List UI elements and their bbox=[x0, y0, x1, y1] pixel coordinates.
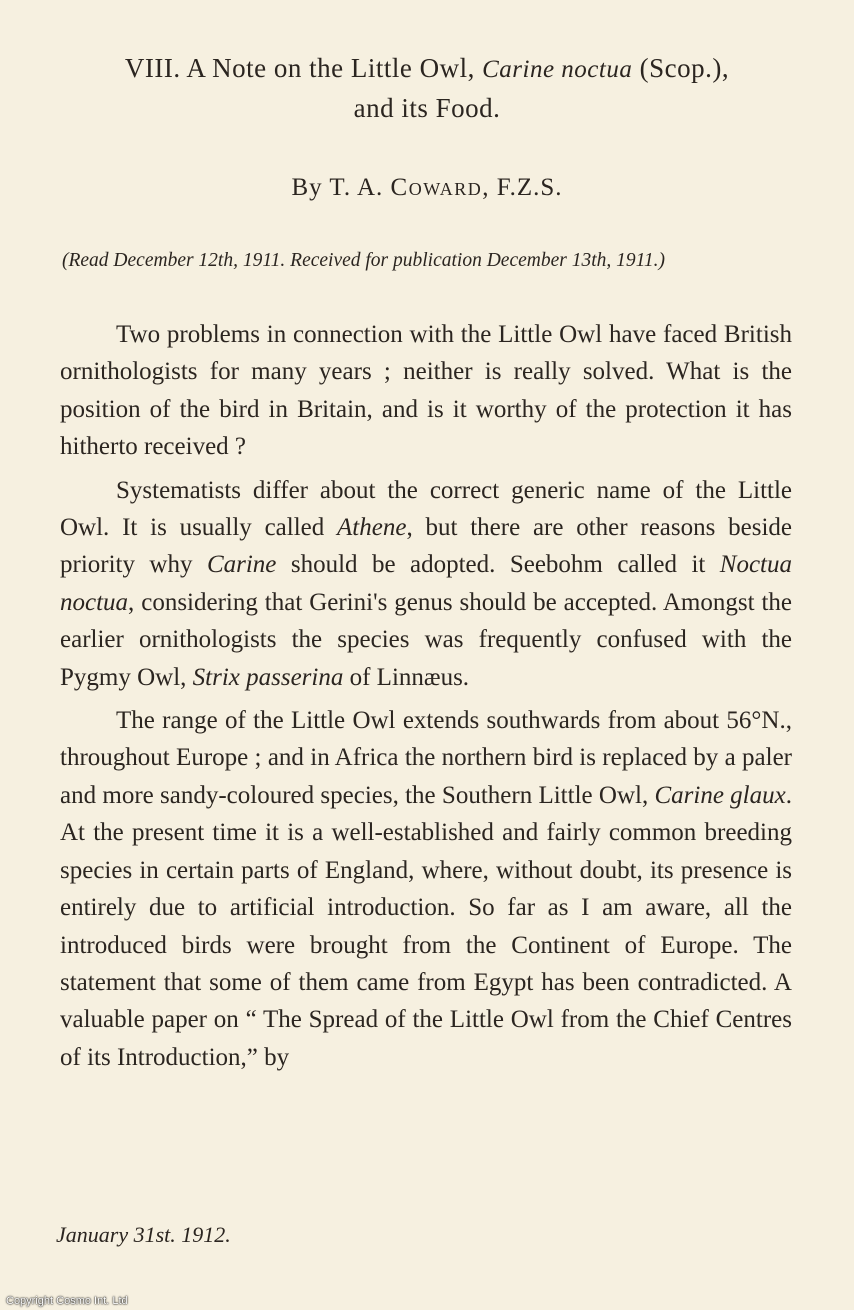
copyright-watermark: Copyright Cosmo Int. Ltd bbox=[6, 1295, 128, 1307]
paragraph-2 bbox=[60, 472, 792, 696]
title-species-name: Carine noctua bbox=[482, 56, 633, 83]
article-title-line2: and its Food. bbox=[353, 93, 501, 123]
title-text-part2: (Scop.), bbox=[632, 53, 730, 83]
author-surname: Coward bbox=[390, 174, 483, 201]
p3-text-2: . At the present time it is a well-established and fairly common breeding species in certain parts of England, where, without doubt, its presence is entirely due to artificial introduction. So far as I am aware, all the introduced birds were brought from the Continent of Europe. The statement that some of them came from Egypt has been contradicted. A valuable paper on “ The Spread of the Little Owl from the Chief Centres of its Introduction,” by bbox=[60, 781, 792, 1071]
paragraph-3 bbox=[60, 702, 792, 1076]
author-byline bbox=[40, 168, 814, 208]
p2-name-noctua: Noctua noctua bbox=[60, 551, 792, 616]
article-title-line1 bbox=[40, 48, 814, 90]
paragraph-1: Two problems in connection with the Little Owl have faced British ornithologists for many years ; neither is really solved. What is the position of the bird in Britain, and is it worthy of the protection it has hitherto received ? bbox=[60, 321, 792, 461]
p3-name-carine-glaux: Carine glaux bbox=[654, 781, 786, 809]
author-suffix: , F.Z.S. bbox=[482, 174, 563, 201]
p2-text-1: Systematists differ about the correct generic name of the Little Owl. It is usually called bbox=[60, 476, 792, 542]
p2-genus-carine: Carine bbox=[206, 551, 277, 579]
read-date-note: (Read December 12th, 1911. Received for publication December 13th, 1911.) bbox=[62, 250, 666, 271]
p3-text-1: The range of the Little Owl extends southwards from about 56°N., throughout Europe ; and in Africa the northern bird is replaced by a paler and more sandy-coloured species, the Southern Little Owl, bbox=[60, 707, 792, 809]
p2-genus-athene: Athene bbox=[337, 514, 407, 542]
p2-name-strix: Strix passerina bbox=[192, 663, 344, 691]
title-text-part1: VIII. A Note on the Little Owl, bbox=[124, 53, 483, 83]
p2-text-3: should be adopted. Seebohm called it bbox=[276, 551, 720, 579]
p2-text-4: , considering that Gerini's genus should be accepted. Amongst the earlier ornithologists the species was frequently confused with the Pygmy Owl, bbox=[60, 588, 792, 691]
p2-text-5: of Linnæus. bbox=[343, 663, 470, 691]
issue-date: January 31st. 1912. bbox=[56, 1222, 231, 1247]
article-body bbox=[60, 316, 792, 1076]
byline-prefix: By T. A. bbox=[291, 174, 391, 201]
p2-text-2: , but there are other reasons beside priority why bbox=[60, 514, 792, 579]
